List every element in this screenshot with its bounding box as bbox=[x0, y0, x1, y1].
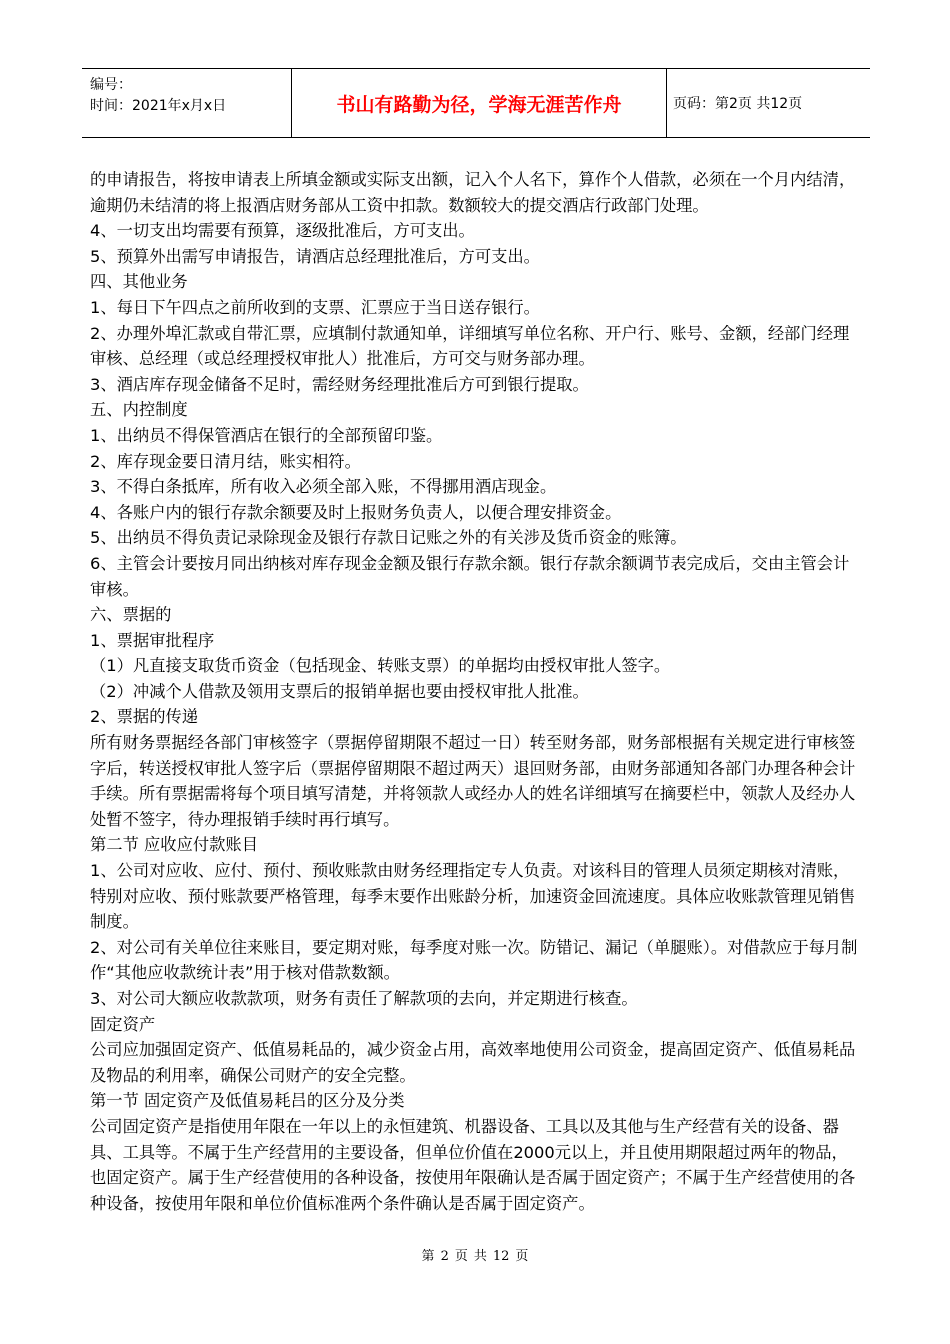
page-header bbox=[82, 68, 870, 138]
paragraph: 5、出纳员不得负责记录除现金及银行存款日记账之外的有关涉及货币资金的账簿。 bbox=[90, 528, 687, 548]
paragraph: 2、对公司有关单位往来账目，要定期对账，每季度对账一次。防错记、漏记（单腿账）。对借款应于每月制作“其他应收款统计表”用于核对借款数额。 bbox=[90, 937, 858, 983]
paragraph: 6、主管会计要按月同出纳核对库存现金金额及银行存款余额。银行存款余额调节表完成后，交由主管会计审核。 bbox=[90, 553, 850, 599]
paragraph: 5、预算外出需写申请报告，请酒店总经理批准后，方可支出。 bbox=[90, 246, 540, 266]
paragraph: （1）凡直接支取货币资金（包括现金、转账支票）的单据均由授权审批人签字。 bbox=[90, 656, 671, 676]
paragraph: 3、对公司大额应收款款项，财务有责任了解款项的去向，并定期进行核查。 bbox=[90, 989, 638, 1008]
footer-di: 第 bbox=[421, 1249, 435, 1264]
footer-ye: 页 bbox=[515, 1249, 529, 1264]
footer-gong: 共 bbox=[473, 1249, 487, 1264]
header-page-label: 页码：第2页 共12页 bbox=[673, 96, 803, 112]
paragraph: 的申请报告，将按申请表上所填金额或实际支出额，记入个人名下，算作个人借款，必须在一个月内结清，逾期仍未结清的将上报酒店财务部从工资中扣款。数额较大的提交酒店行政部门处理。 bbox=[90, 170, 856, 215]
paragraph: （2）冲减个人借款及领用支票后的报销单据也要由授权审批人批准。 bbox=[90, 681, 589, 701]
document-number-label: 编号： bbox=[90, 77, 132, 93]
paragraph: 1、出纳员不得保管酒店在银行的全部预留印鉴。 bbox=[90, 425, 443, 445]
section-heading: 第二节 应收应付款账目 bbox=[90, 835, 258, 855]
section-heading: 固定资产 bbox=[90, 1014, 156, 1034]
document-body bbox=[90, 167, 862, 1216]
paragraph: 1、公司对应收、应付、预付、预收账款由财务经理指定专人负责。对该科目的管理人员须定期核对清账，特别对应收、预付账款要严格管理，每季末要作出账龄分析，加速资金回流速度。具体应收账款管理见销售制度。 bbox=[90, 861, 856, 932]
paragraph: 2、库存现金要日清月结，账实相符。 bbox=[90, 451, 361, 471]
paragraph: 1、每日下午四点之前所收到的支票、汇票应于当日送存银行。 bbox=[90, 297, 540, 317]
paragraph: 公司应加强固定资产、低值易耗品的，减少资金占用，高效率地使用公司资金，提高固定资产、低值易耗品及物品的利用率，确保公司财产的安全完整。 bbox=[90, 1040, 856, 1085]
paragraph: 2、办理外埠汇款或自带汇票，应填制付款通知单，详细填写单位名称、开户行、账号、金额，经部门经理审核、总经理（或总经理授权审批人）批准后，方可交与财务部办理。 bbox=[90, 323, 850, 369]
footer-ye: 页 bbox=[454, 1249, 468, 1264]
paragraph: 1、票据审批程序 bbox=[90, 630, 215, 650]
footer-total-pages: 12 bbox=[492, 1249, 510, 1264]
paragraph: 所有财务票据经各部门审核签字（票据停留期限不超过一日）转至财务部，财务部根据有关规定进行审核签字后，转送授权审批人签字后（票据停留期限不超过两天）退回财务部，由财务部通知各部门办理各种会计手续。所有票据需将每个项目填写清楚，并将领款人或经办人的姓名详细填写在摘要栏中，领款人及经办人处暂不签字，待办理报销手续时再行填写。 bbox=[90, 733, 856, 829]
paragraph: 3、酒店库存现金储备不足时，需经财务经理批准后方可到银行提取。 bbox=[90, 374, 589, 394]
header-motto: 书山有路勤为径，学海无涯苦作舟 bbox=[292, 69, 667, 137]
header-meta bbox=[82, 69, 292, 137]
section-heading: 四、其他业务 bbox=[90, 272, 188, 292]
paragraph: 4、各账户内的银行存款余额要及时上报财务负责人，以便合理安排资金。 bbox=[90, 502, 622, 522]
section-heading: 第一节 固定资产及低值易耗吕的区分及分类 bbox=[90, 1091, 405, 1111]
paragraph: 2、票据的传递 bbox=[90, 707, 199, 727]
section-heading: 六、票据的 bbox=[90, 605, 172, 625]
paragraph: 公司固定资产是指使用年限在一年以上的永恒建筑、机器设备、工具以及其他与生产经营有关的设备、器具、工具等。不属于生产经营用的主要设备，但单位价值在2000元以上，并且使用期限超过两年的物品，也固定资产。属于生产经营使用的各种设备，按使用年限确认是否属于固定资产；不属于生产经营使用的各种设备，按使用年限和单位价值标准两个条件确认是否属于固定资产。 bbox=[90, 1116, 856, 1213]
page-footer bbox=[0, 1245, 950, 1264]
document-date-label: 时间：2021年x月x日 bbox=[90, 98, 227, 114]
paragraph: 3、不得白条抵库，所有收入必须全部入账，不得挪用酒店现金。 bbox=[90, 477, 557, 497]
section-heading: 五、内控制度 bbox=[90, 400, 188, 420]
paragraph: 4、一切支出均需要有预算，逐级批准后，方可支出。 bbox=[90, 221, 475, 241]
footer-page-number: 2 bbox=[440, 1249, 449, 1264]
